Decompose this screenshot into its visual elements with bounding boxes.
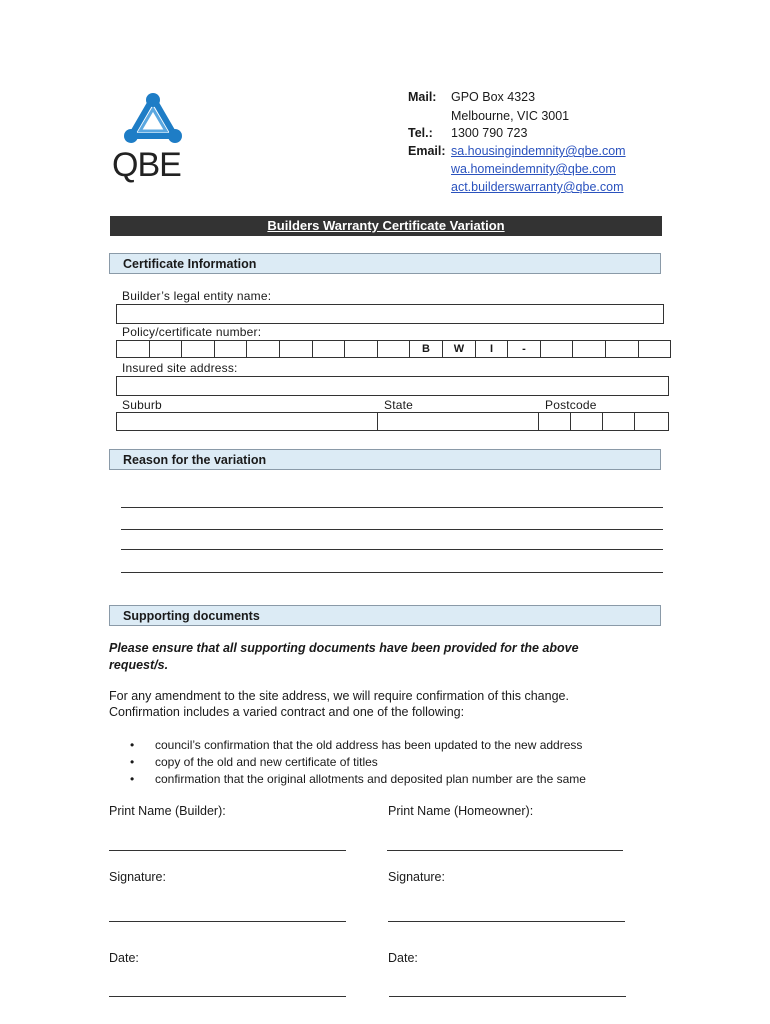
email-link-sa[interactable]: sa.housingindemnity@qbe.com xyxy=(451,144,626,158)
postcode-cell-4[interactable] xyxy=(634,412,669,431)
print-name-builder-line[interactable] xyxy=(109,850,346,851)
mail-label: Mail: xyxy=(408,90,437,104)
section-reason-for-variation: Reason for the variation xyxy=(109,449,661,470)
mail-line-2: Melbourne, VIC 3001 xyxy=(451,109,570,123)
policy-number-label: Policy/certificate number: xyxy=(122,325,262,339)
postcode-cell-3[interactable] xyxy=(602,412,635,431)
print-name-builder-label: Print Name (Builder): xyxy=(109,804,226,818)
site-address-label: Insured site address: xyxy=(122,361,238,375)
email-link-act[interactable]: act.builderswarranty@qbe.com xyxy=(451,180,624,194)
policy-number-cell[interactable] xyxy=(540,340,573,358)
print-name-homeowner-line[interactable] xyxy=(387,850,623,851)
reason-line-1[interactable] xyxy=(121,507,663,508)
suburb-label: Suburb xyxy=(122,398,162,412)
postcode-cell-1[interactable] xyxy=(538,412,571,431)
policy-number-cell[interactable] xyxy=(377,340,410,358)
policy-number-cell[interactable] xyxy=(214,340,247,358)
email-link-wa[interactable]: wa.homeindemnity@qbe.com xyxy=(451,162,616,176)
reason-line-3[interactable] xyxy=(121,549,663,550)
qbe-logo xyxy=(112,92,194,184)
policy-number-cell: I xyxy=(475,340,508,358)
email-label: Email: xyxy=(408,144,446,158)
print-name-homeowner-label: Print Name (Homeowner): xyxy=(388,804,534,818)
postcode-label: Postcode xyxy=(545,398,597,412)
signature-builder-label: Signature: xyxy=(109,870,166,884)
policy-number-cell[interactable] xyxy=(149,340,182,358)
policy-number-cell[interactable] xyxy=(279,340,313,358)
supporting-notice: Please ensure that all supporting documents have been provided for the above request/s. xyxy=(109,641,579,672)
state-label: State xyxy=(384,398,414,412)
bullet-icon: • xyxy=(130,738,135,752)
qbe-emblem-icon xyxy=(112,92,194,152)
policy-number-cell: W xyxy=(442,340,476,358)
policy-number-cell[interactable] xyxy=(605,340,639,358)
site-address-field[interactable] xyxy=(116,376,669,396)
policy-number-cell: B xyxy=(409,340,443,358)
suburb-field[interactable] xyxy=(116,412,378,431)
signature-homeowner-line[interactable] xyxy=(388,921,625,922)
builder-name-field[interactable] xyxy=(116,304,664,324)
signature-homeowner-label: Signature: xyxy=(388,870,445,884)
reason-line-2[interactable] xyxy=(121,529,663,530)
bullet-text: confirmation that the original allotments and deposited plan number are the same xyxy=(155,772,586,786)
policy-number-cell[interactable] xyxy=(344,340,378,358)
tel-value: 1300 790 723 xyxy=(451,126,528,140)
policy-number-cell[interactable] xyxy=(181,340,215,358)
qbe-wordmark: QBE xyxy=(112,146,181,184)
policy-number-cell[interactable] xyxy=(572,340,606,358)
section-certificate-information: Certificate Information xyxy=(109,253,661,274)
bullet-icon: • xyxy=(130,755,135,769)
policy-number-cell[interactable] xyxy=(312,340,345,358)
builder-name-label: Builder’s legal entity name: xyxy=(122,289,272,303)
date-homeowner-line[interactable] xyxy=(389,996,626,997)
bullet-text: council’s confirmation that the old address has been updated to the new address xyxy=(155,738,583,752)
bullet-text: copy of the old and new certificate of titles xyxy=(155,755,378,769)
signature-builder-line[interactable] xyxy=(109,921,346,922)
policy-number-cell[interactable] xyxy=(116,340,150,358)
date-builder-line[interactable] xyxy=(109,996,346,997)
policy-number-cell[interactable] xyxy=(638,340,671,358)
reason-line-4[interactable] xyxy=(121,572,663,573)
date-builder-label: Date: xyxy=(109,951,139,965)
supporting-para-line-1: For any amendment to the site address, we will require confirmation of this change. xyxy=(109,689,569,703)
date-homeowner-label: Date: xyxy=(388,951,418,965)
tel-label: Tel.: xyxy=(408,126,433,140)
state-field[interactable] xyxy=(377,412,539,431)
mail-line-1: GPO Box 4323 xyxy=(451,90,536,104)
supporting-para-line-2: Confirmation includes a varied contract and one of the following: xyxy=(109,705,465,719)
policy-number-cell: - xyxy=(507,340,541,358)
form-title: Builders Warranty Certificate Variation xyxy=(110,216,662,236)
section-supporting-documents: Supporting documents xyxy=(109,605,661,626)
bullet-icon: • xyxy=(130,772,135,786)
postcode-cell-2[interactable] xyxy=(570,412,603,431)
policy-number-cell[interactable] xyxy=(246,340,280,358)
